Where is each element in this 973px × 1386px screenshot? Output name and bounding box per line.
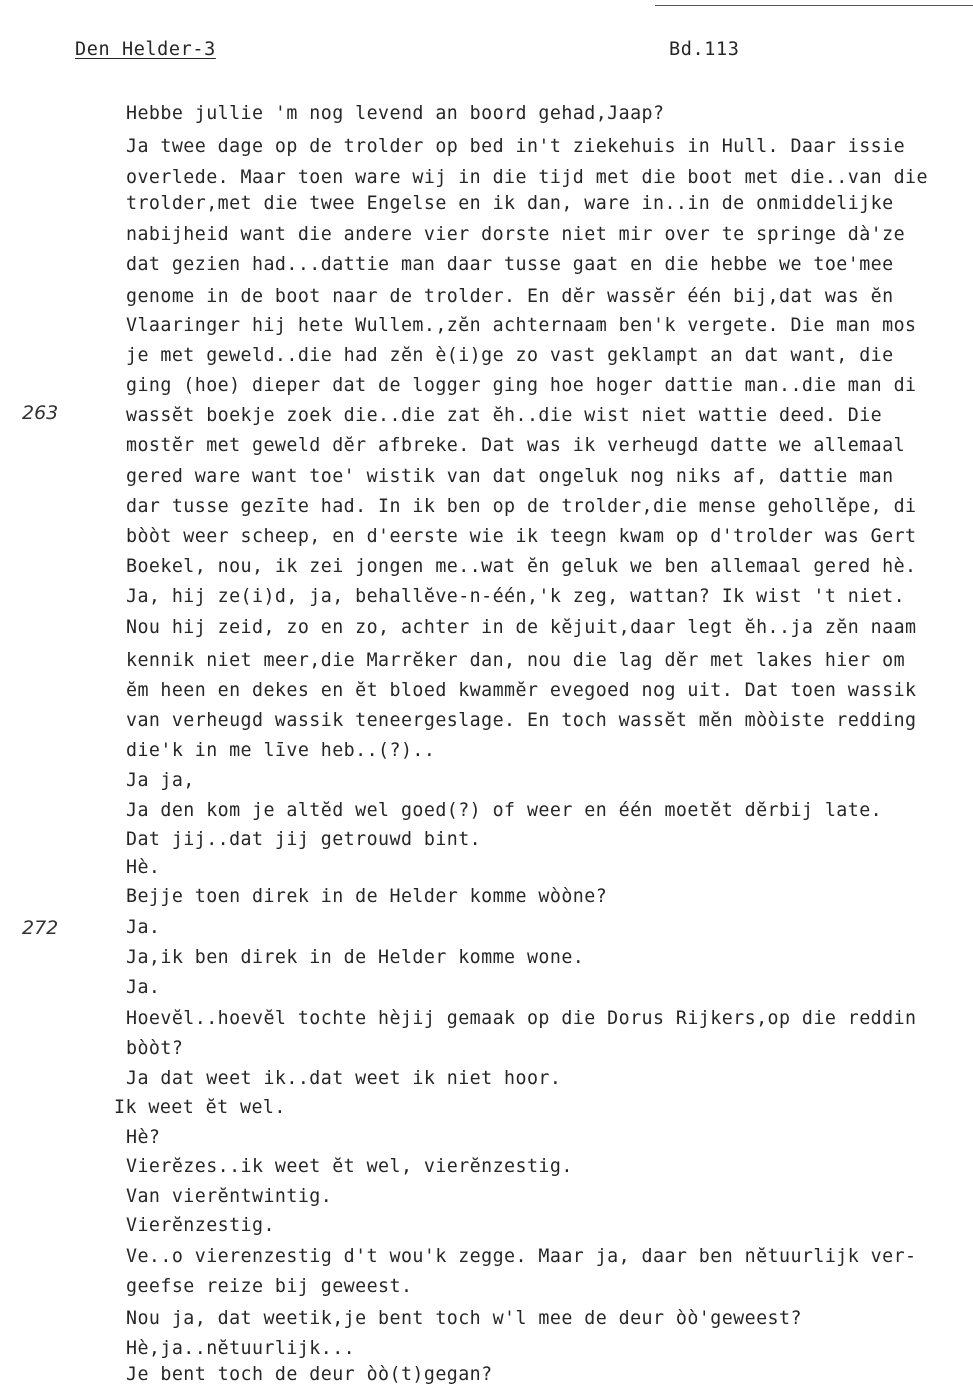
transcript-line: Ja. (126, 977, 161, 998)
transcript-line: Boekel, nou, ik zei jongen me..wat ĕn geluk we ben allemaal gered hè. (126, 556, 917, 577)
transcript-line: genome in de boot naar de trolder. En dĕr wassĕr één bij,dat was ĕn (126, 286, 894, 307)
transcript-line: van verheugd wassik teneergeslage. En toch wassĕt mĕn mòòiste redding (126, 710, 917, 731)
transcript-line: Bejje toen direk in de Helder komme wòòne? (126, 886, 608, 907)
transcript-line: wassĕt boekje zoek die..die zat ĕh..die wist niet wattie deed. Die (126, 405, 883, 426)
transcript-line: Ja, hij ze(i)d, ja, behallĕve-n-één,'k zeg, wattan? Ik wist 't niet. (126, 586, 906, 607)
transcript-line: mostĕr met geweld dĕr afbreke. Dat was ik verheugd datte we allemaal (126, 435, 906, 456)
transcript-line: ĕm heen en dekes en ĕt bloed kwammĕr evegoed nog uit. Dat toen wassik (126, 680, 917, 701)
margin-note: 263 (22, 402, 59, 424)
transcript-line: Ja dat weet ik..dat weet ik niet hoor. (126, 1068, 562, 1089)
transcript-line: Ik weet ĕt wel. (114, 1097, 286, 1118)
transcript-line: nabijheid want die andere vier dorste niet mir over te springe dà'ze (126, 224, 906, 245)
transcript-line: Ja,ik ben direk in de Helder komme wone. (126, 947, 585, 968)
transcript-line: Hebbe jullie 'm nog levend an boord gehad,Jaap? (126, 103, 665, 124)
transcript-line: gered ware want toe' wistik van dat ongeluk nog niks af, dattie man (126, 466, 894, 487)
transcript-line: ging (hoe) dieper dat de logger ging hoe hoger dattie man..die man di (126, 375, 917, 396)
transcript-line: Hè,ja..nĕtuurlijk... (126, 1338, 356, 1359)
transcript-line: Hè. (126, 857, 161, 878)
page-number: Bd.113 (669, 39, 740, 60)
header-title: Den Helder-3 (75, 39, 216, 60)
transcript-line: Vierĕnzestig. (126, 1215, 275, 1236)
transcript-line: Hoevĕl..hoevĕl tochte hèjij gemaak op die Dorus Rijkers,op die reddin (126, 1008, 917, 1029)
transcript-line: Vlaaringer hij hete Wullem.,zĕn achternaam ben'k vergete. Die man mos (126, 315, 917, 336)
transcript-line: dar tusse gezīte had. In ik ben op de trolder,die mense gehollĕpe, di (126, 496, 917, 517)
transcript-line: Ja den kom je altĕd wel goed(?) of weer en één moetĕt dĕrbij late. (126, 800, 883, 821)
transcript-line: bòòt? (126, 1038, 184, 1059)
transcript-line: Nou hij zeid, zo en zo, achter in de kĕjuit,daar legt ĕh..ja zĕn naam (126, 617, 917, 638)
margin-note: 272 (22, 917, 59, 939)
transcript-line: Dat jij..dat jij getrouwd bint. (126, 829, 482, 850)
transcript-line: geefse reize bij geweest. (126, 1276, 413, 1297)
transcript-line: dat gezien had...dattie man daar tusse gaat en die hebbe we toe'mee (126, 254, 894, 275)
transcript-line: Ve..o vierenzestig d't wou'k zegge. Maar ja, daar ben nĕtuurlijk ver- (126, 1246, 917, 1267)
transcript-line: Ja ja, (126, 770, 195, 791)
transcript-line: Ja twee dage op de trolder op bed in't ziekehuis in Hull. Daar issie (126, 136, 906, 157)
transcript-line: je met geweld..die had zĕn è(i)ge zo vast geklampt an dat want, die (126, 345, 894, 366)
transcript-line: die'k in me līve heb..(?).. (126, 740, 436, 761)
transcript-line: bòòt weer scheep, en d'eerste wie ik teegn kwam op d'trolder was Gert (126, 526, 917, 547)
transcript-line: Nou ja, dat weetik,je bent toch w'l mee de deur òò'geweest? (126, 1308, 802, 1329)
transcript-line: kennik niet meer,die Marrĕker dan, nou die lag dĕr met lakes hier om (126, 650, 906, 671)
transcript-line: trolder,met die twee Engelse en ik dan, ware in..in de onmiddelijke (126, 193, 894, 214)
transcript-line: Van vierĕntwintig. (126, 1186, 333, 1207)
transcript-line: Hè? (126, 1127, 161, 1148)
transcript-line: Vierĕzes..ik weet ĕt wel, vierĕnzestig. (126, 1156, 573, 1177)
transcript-line: Ja. (126, 917, 161, 938)
transcript-line: Je bent toch de deur òò(t)gegan? (126, 1364, 493, 1385)
transcript-line: overlede. Maar toen ware wij in die tijd met die boot met die..van die (126, 167, 928, 188)
